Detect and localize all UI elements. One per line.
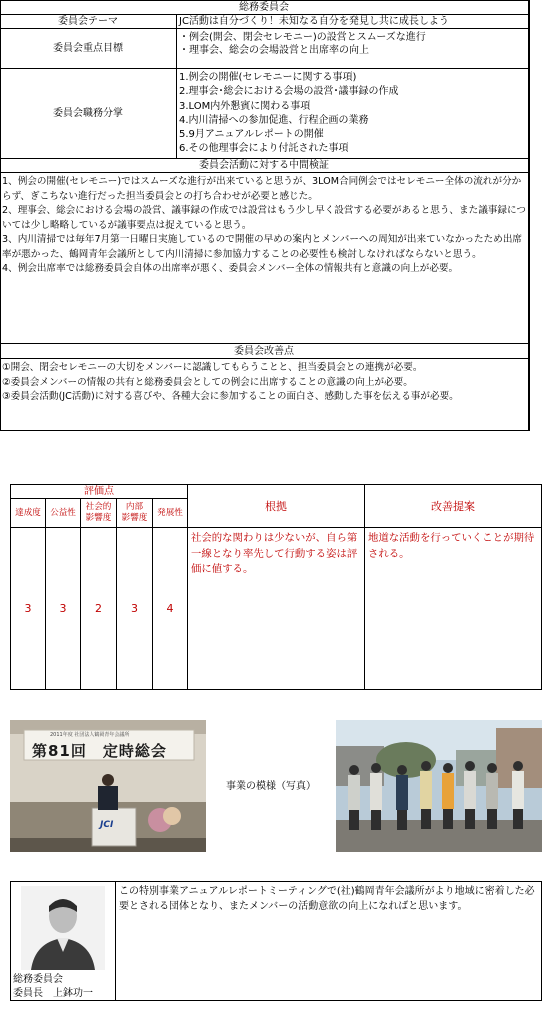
criterion-header: 達成度 — [10, 498, 46, 528]
priority-list — [176, 28, 529, 69]
committee-name: 総務委員会 — [0, 0, 529, 15]
duty-item: 1.例会の開催(セレモニーに関する事項) — [179, 72, 357, 83]
banner-text: 第81回 定時総会 — [32, 742, 167, 760]
criterion-header: 公益性 — [45, 498, 81, 528]
duties-label: 委員会職務分掌 — [0, 68, 177, 159]
theme-label: 委員会テーマ — [0, 14, 177, 29]
duties-list — [176, 68, 529, 159]
improve-paragraph: ③委員会活動(JC活動)に対する喜びや、各種大会に参加することの面白さ、感動した事を伝える事が必要。 — [2, 391, 459, 402]
review-title: 委員会活動に対する中間検証 — [0, 158, 529, 173]
duty-item: 5.9月アニュアルレポートの開催 — [179, 129, 324, 141]
chair-message: この特別事業アニュアルレポートミーティングで(社)鶴岡青年会議所がより地域に密着した必要とされる団体となり、またメンバーの活動意欲の向上になればと思います。 — [115, 881, 542, 1001]
criterion-header: 内部 影響度 — [116, 498, 153, 528]
review-paragraph: 1、例会の開催(セレモニー)ではスムーズな進行が出来ていると思うが、3LOM合同例会ではセレモニー全体の流れが分からず、ぎこちない進行だった担当委員会との打ち合わせが必要と感じた。 — [2, 176, 522, 202]
chair-portrait — [21, 886, 105, 970]
basis-text: 社会的な関わりは少ないが、自ら第一線となり率先して行動する姿は評価に値する。 — [187, 527, 365, 690]
criterion-header: 社会的 影響度 — [80, 498, 117, 528]
improve-body — [0, 358, 529, 431]
criterion-score: 4 — [152, 527, 188, 690]
criterion-header: 発展性 — [152, 498, 188, 528]
committee-report-table — [0, 0, 530, 431]
review-paragraph: 2、理事会、総会における会場の設営、議事録の作成では設営はもう少し早く設営する必要があると思う、また議事録については少し略略しているが議事要点は捉えていると思う。 — [2, 205, 526, 231]
chair-caption-committee: 総務委員会 — [13, 974, 63, 985]
cleanup-photo — [336, 720, 542, 852]
photos-label: 事業の模様（写真） — [226, 780, 316, 792]
criterion-score: 3 — [45, 527, 81, 690]
criterion-score: 2 — [80, 527, 117, 690]
cleanup-photo-image — [336, 720, 542, 852]
proposal-text: 地道な活動を行っていくことが期待される。 — [364, 527, 542, 690]
chair-caption-name: 委員長 上鉢功一 — [13, 988, 93, 999]
duty-item: 4.内川清掃への参加促進、行程企画の業務 — [179, 114, 369, 126]
criterion-score: 3 — [116, 527, 153, 690]
chair-section — [10, 881, 542, 1001]
improve-paragraph: ②委員会メンバーの情報の共有と総務委員会としての例会に出席することの意識の向上が必要。 — [2, 376, 413, 388]
evaluation-title: 評価点 — [10, 484, 188, 499]
review-paragraph: 3、内川清掃では毎年7月第一日曜日実施しているので開催の早めの案内とメンバーへの周知が出来ていなかったため出席率が悪かった、鶴岡青年会議所として内川清掃に参加協力することの必要性も検討しなければならないと思う。 — [2, 234, 523, 260]
improve-paragraph: ①開会、閉会セレモニーの大切をメンバーに認識してもらうことと、担当委員会との連携が必要。 — [2, 362, 423, 373]
evaluation-table — [10, 484, 542, 690]
chair-profile — [10, 881, 116, 1001]
banner-small-text: 2011年度 社団法人鶴岡青年会議所 — [50, 732, 130, 738]
proposal-label: 改善提案 — [364, 484, 542, 528]
priority-item: ・例会(開会、閉会セレモニー)の設営とスムーズな進行 — [179, 32, 426, 43]
duty-item: 2.理事会･総会における会場の設営･議事録の作成 — [179, 86, 399, 98]
basis-label: 根拠 — [187, 484, 365, 528]
review-body — [0, 172, 529, 344]
meeting-photo — [10, 720, 206, 852]
podium-logo: JCI — [100, 820, 114, 830]
priority-label: 委員会重点目標 — [0, 28, 177, 69]
review-paragraph: 4、例会出席率では総務委員会自体の出席率が悪く、委員会メンバー全体の情報共有と意識の向上が必要。 — [2, 263, 459, 274]
photo-row — [10, 720, 542, 852]
priority-item: ・理事会、総会の会場設営と出席率の向上 — [179, 44, 369, 56]
improve-title: 委員会改善点 — [0, 343, 529, 359]
theme-text: JC活動は自分づくり！未知なる自分を発見し共に成長しよう — [176, 14, 529, 29]
duty-item: 3.LOM内外懇賓に関わる事項 — [179, 100, 311, 112]
duty-item: 6.その他理事会により付託された事項 — [179, 143, 349, 155]
criterion-score: 3 — [10, 527, 46, 690]
